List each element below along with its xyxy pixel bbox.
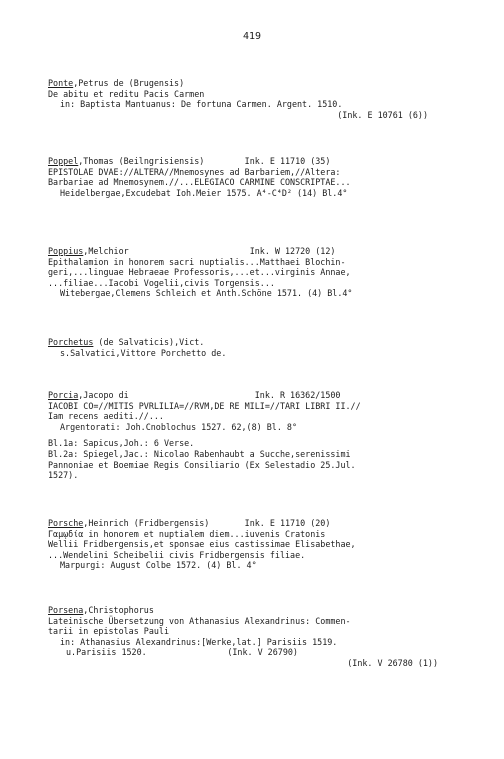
entry-line: in: Baptista Mantuanus: De fortuna Carmen. Argent. 1510. [60,99,343,110]
entry-header-line [48,390,488,401]
entry-imprint: Heidelbergae,Excudebat Ioh.Meier 1575. A⁴-C⁴D² (14) Bl.4° [60,187,348,198]
entry-heading: Porcia [48,390,79,400]
entry-line: Iam recens aediti.//... [48,411,164,422]
entry-heading: Porsena [48,605,84,615]
entry-header-line [48,78,488,89]
entry-line: IACOBI CO=//MITIS PVRLILIA=//RVM,DE RE MILI=//TARI LIBRI II.// [48,400,361,411]
catalog-entry [48,605,488,669]
entry-header-rest: ,Heinrich (Fridbergensis) Ink. E 11710 (20) [83,518,331,528]
entry-heading: Poppius [48,246,84,256]
entry-header-line [48,156,488,167]
entry-heading: Porsche [48,518,84,528]
entry-line: Barbariae ad Mnemosynem.//...ELEGIACO CARMINE CONSCRIPTAE... [48,177,351,188]
catalog-entry [48,156,488,198]
entry-note: Bl.2a: Spiegel,Jac.: Nicolao Rabenhaubt a Sucche,serenissimi [48,448,351,459]
entry-header-rest: ,Petrus de (Brugensis) [73,78,185,88]
entry-heading: Poppel [48,156,79,166]
entry-header-line [48,246,488,257]
entry-line: u.Parisiis 1520. (Ink. V 26790) [66,647,298,658]
entry-line: tarii in epistolas Pauli [48,626,170,637]
entry-note: Pannoniae et Boemiae Regis Consiliario (Ex Selestadio 25.Jul. [48,459,356,470]
entry-imprint: Argentorati: Joh.Cnoblochus 1527. 62,(8) Bl. 8° [60,421,297,432]
entry-heading: Porchetus [48,337,94,347]
catalog-entry [48,246,488,299]
entry-shelfmark: (Ink. V 26780 (1)) [347,657,438,668]
entry-header-rest: ,Melchior Ink. W 12720 (12) [83,246,336,256]
entry-header-rest: ,Thomas (Beilngrisiensis) Ink. E 11710 (35) [78,156,331,166]
catalog-entry [48,518,488,571]
entry-line: Wellii Fridbergensis,et sponsae eius castissimae Elisabethae, [48,539,356,550]
entry-imprint: Marpurgi: August Colbe 1572. (4) Bl. 4° [60,560,257,571]
entry-header-rest: ,Christophorus [83,605,154,615]
entry-line: Lateinische Übersetzung von Athanasius Alexandrinus: Commen- [48,615,351,626]
entry-line: Epithalamion in honorem sacri nuptialis...Matthaei Blochin- [48,256,346,267]
entry-note: 1527). [48,470,79,481]
entry-line: ...Wendelini Scheibelii civis Fridbergensis filiae. [48,549,306,560]
entry-line: EPISTOLAE DVAE://ALTERA//Mnemosynes ad Barbariem,//Altera: [48,166,341,177]
catalog-entry [48,390,488,481]
page-number: 419 [242,31,262,42]
catalog-entry [48,337,488,358]
entry-imprint: Witebergae,Clemens Schleich et Anth.Schöne 1571. (4) Bl.4° [60,288,353,299]
entry-header-rest: (de Salvaticis),Vict. [93,337,205,347]
entry-line: Γαμῳδία in honorem et nuptialem diem...iuvenis Cratonis [48,528,326,539]
entry-heading: Ponte [48,78,74,88]
entry-note: Bl.1a: Sapicus,Joh.: 6 Verse. [48,438,195,449]
entry-header-line [48,605,488,616]
entry-shelfmark: (Ink. E 10761 (6)) [337,109,428,120]
entry-cross-reference: s.Salvatici,Vittore Porchetto de. [60,347,227,358]
entry-header-line [48,518,488,529]
entry-line: in: Athanasius Alexandrinus:[Werke,lat.] Parisiis 1519. [60,636,338,647]
entry-header-rest: ,Jacopo di Ink. R 16362/1500 [78,390,341,400]
entry-line: ...filiae...Iacobi Vogelii,civis Torgensis... [48,277,275,288]
entry-header-line [48,337,488,348]
catalog-entry [48,78,488,120]
entry-line: De abitu et reditu Pacis Carmen [48,88,205,99]
entry-line: geri,...linguae Hebraeae Professoris,...et...virginis Annae, [48,267,351,278]
